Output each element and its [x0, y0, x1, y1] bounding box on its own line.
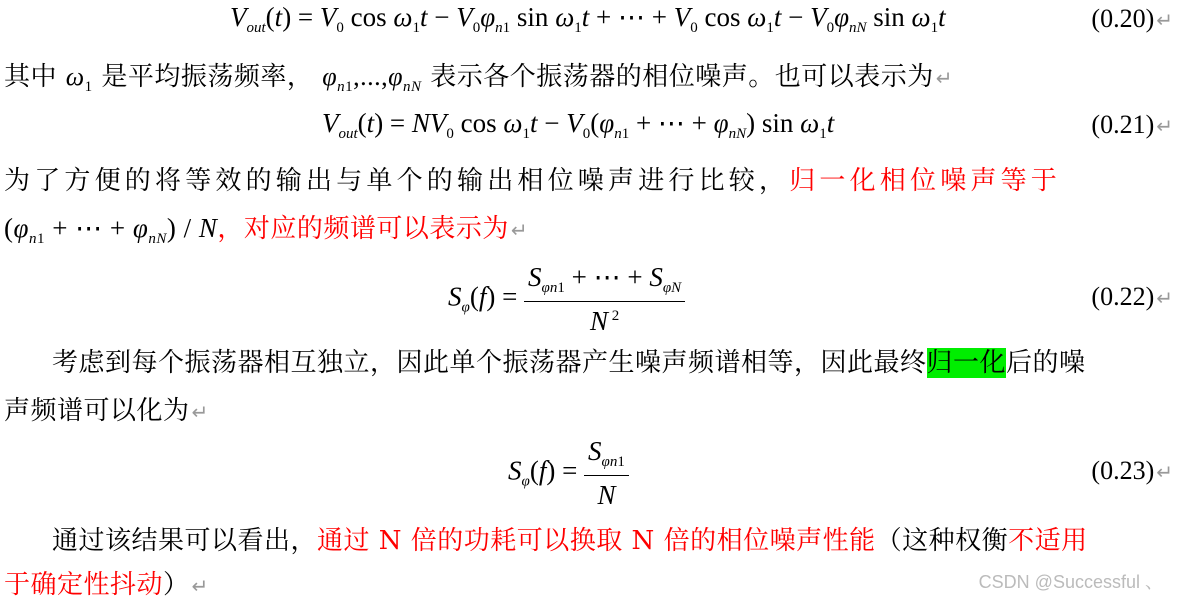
equation-number: (0.20) ↵	[1091, 4, 1173, 33]
paragraph-4-line-2: 于确定性抖动） ↵	[4, 570, 209, 600]
equation-number: (0.21) ↵	[1091, 110, 1173, 139]
equation-0-22-formula: $S_\varphi(f)$ = $\frac{S_{\varphi n1} + \cdots + S_{\varphi N}}{N ^2}$	[448, 262, 685, 337]
paragraph-3-line-1: 考虑到每个振荡器相互独立，因此单个振荡器产生噪声频谱相等，因此最终归一化后的噪	[52, 348, 1086, 378]
equation-0-20-formula: $V_{out}(t) = V_0$ $\cos \omega_1t - V_0\varphi_{n1}$ $\sin \omega_1t$ + ⋯ + $V_0$ $\cos \omega_1t - V_0\varphi_{nN}$ $\sin \omega_1t$	[230, 2, 946, 36]
paragraph-2-line-1: 为了方便的将等效的输出与单个的输出相位噪声进行比较，归一化相位噪声等于	[4, 166, 1062, 196]
equation-number: (0.22) ↵	[1091, 282, 1173, 311]
equation-0-23	[0, 436, 1181, 512]
text-line-1: 其中 $\omega_1$ 是平均振荡频率， $\varphi_{n1},...,\varphi_{nN}$ 表示各个振荡器的相位噪声。也可以表示为 ↵	[4, 62, 954, 95]
equation-0-22	[0, 262, 1181, 334]
equation-number: (0.23) ↵	[1091, 456, 1173, 485]
equation-0-21-formula: $V_{out}(t) = NV_0$ $\cos \omega_1t - V_0(\varphi_{n1}$ + ⋯ + $\varphi_{nN}$) $\sin \omega_1t$	[322, 108, 835, 142]
highlighted-text: 归一化	[926, 348, 1007, 378]
paragraph-3-line-2: 声频谱可以化为 ↵	[4, 396, 209, 426]
paragraph-4-line-1: 通过该结果可以看出，通过 N 倍的功耗可以换取 N 倍的相位噪声性能（这种权衡不适用	[52, 526, 1088, 556]
equation-0-21	[0, 104, 1181, 148]
equation-0-20	[0, 0, 1181, 44]
watermark: CSDN @Successful 、	[978, 572, 1163, 592]
equation-0-23-formula: $S_\varphi(f)$ = $\frac{S_{\varphi n1}}{N}$	[508, 436, 629, 511]
paragraph-2-line-2: ($\varphi_{n1}$ + ⋯ + $\varphi_{nN}$) / N，对应的频谱可以表示为 ↵	[4, 213, 529, 247]
